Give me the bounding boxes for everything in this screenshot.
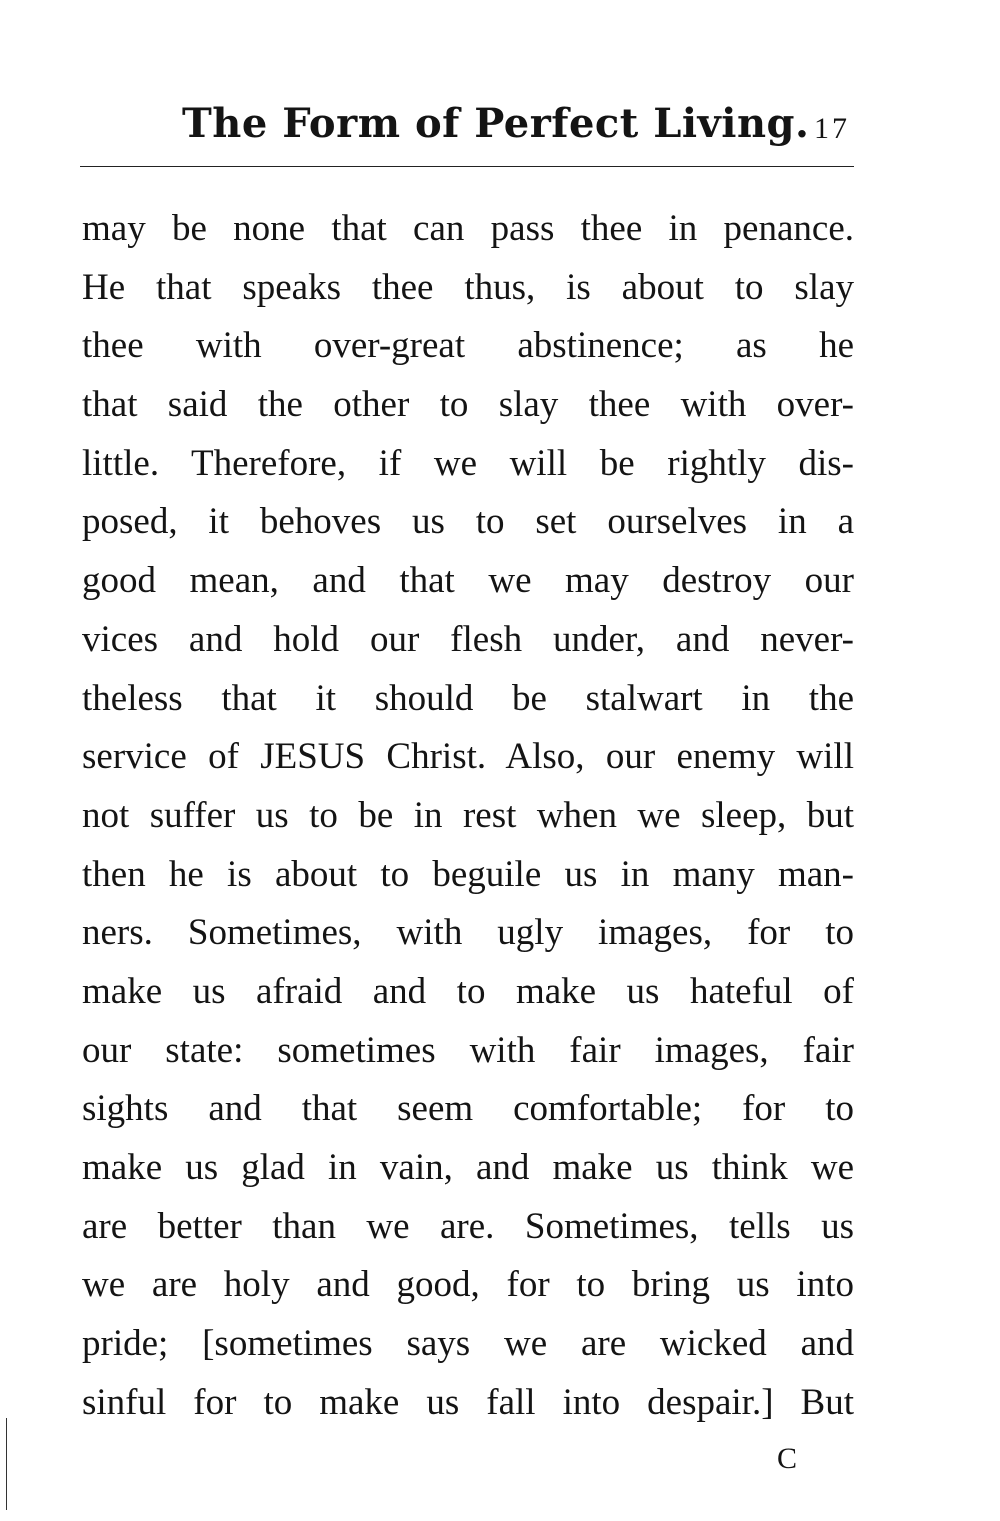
text-line: then he is about to beguile us in many man- bbox=[82, 853, 854, 895]
text-line: our state: sometimes with fair images, fair bbox=[82, 1029, 854, 1071]
text-line: sinful for to make us fall into despair.] But bbox=[82, 1381, 854, 1423]
text-line: sights and that seem comfortable; for to bbox=[82, 1088, 854, 1130]
text-line: make us afraid and to make us hateful of bbox=[82, 970, 854, 1012]
text-line: He that speaks thee thus, is about to slay bbox=[82, 266, 854, 308]
text-line: make us glad in vain, and make us think we bbox=[82, 1147, 854, 1188]
header-rule bbox=[80, 166, 854, 167]
text-line: are better than we are. Sometimes, tells us bbox=[82, 1205, 854, 1247]
signature-mark: C bbox=[777, 1442, 798, 1475]
text-line: theless that it should be stalwart in the bbox=[82, 677, 854, 719]
text-line: ners. Sometimes, with ugly images, for to bbox=[82, 912, 854, 954]
margin-rule bbox=[6, 1418, 7, 1510]
body-text bbox=[82, 200, 854, 1432]
text-line: that said the other to slay thee with over- bbox=[82, 384, 854, 426]
text-line: pride; [sometimes says we are wicked and bbox=[82, 1323, 854, 1365]
text-line: service of JESUS Christ. Also, our enemy will bbox=[82, 736, 854, 778]
page-number: 17 bbox=[814, 112, 850, 145]
running-head bbox=[82, 92, 854, 162]
text-line: good mean, and that we may destroy our bbox=[82, 560, 854, 602]
text-line: vices and hold our flesh under, and never- bbox=[82, 618, 854, 660]
text-line: posed, it behoves us to set ourselves in a bbox=[82, 501, 854, 543]
text-line: we are holy and good, for to bring us into bbox=[82, 1264, 854, 1306]
text-line: may be none that can pass thee in penance. bbox=[82, 208, 854, 249]
text-line: not suffer us to be in rest when we sleep, but bbox=[82, 794, 854, 836]
text-line: thee with over-great abstinence; as he bbox=[82, 325, 854, 367]
running-title: The Form of Perfect Living. bbox=[182, 100, 810, 147]
text-line: little. Therefore, if we will be rightly dis- bbox=[82, 442, 854, 484]
